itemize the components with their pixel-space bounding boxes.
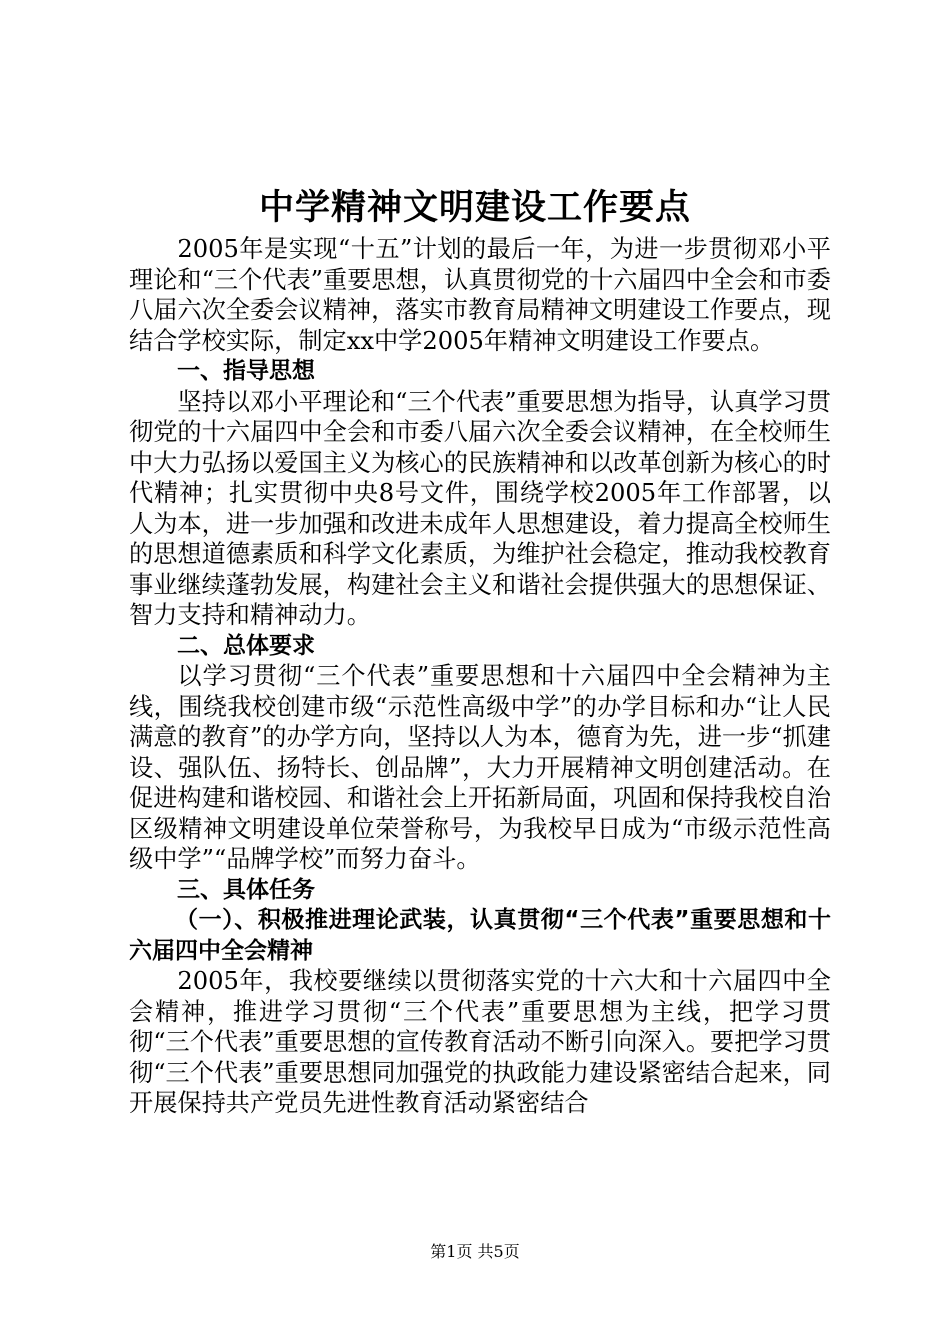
document-title: 中学精神文明建设工作要点 [258, 188, 691, 228]
section-heading-overall-requirements: 二、总体要求 [177, 632, 315, 659]
section-heading-specific-tasks: 三、具体任务 [177, 876, 315, 903]
section-body-guiding-thought: 坚持以邓小平理论和“三个代表”重要思想为指导，认真学习贯彻党的十六届四中全会和市委八届六次全委会议精神，在全校师生中大力弘扬以爱国主义为核心的民族精神和以改革创新为核心的时代精神；扎实贯彻中央8号文件，围绕学校2005年工作部署，以人为本，进一步加强和改进未成年人思想建设，着力提高全校师生的思想道德素质和科学文化素质，为维护社会稳定，推动我校教育事业继续蓬勃发展，构建社会主义和谐社会提供强大的思想保证、智力支持和精神动力。 [129, 387, 831, 629]
page-number-footer: 第1页 共5页 [430, 1242, 520, 1261]
subsection-body-theory: 2005年，我校要继续以贯彻落实党的十六大和十六届四中全会精神，推进学习贯彻“三个代表”重要思想为主线，把学习贯彻“三个代表”重要思想的宣传教育活动不断引向深入。要把学习贯彻“三个代表”重要思想同加强党的执政能力建设紧密结合起来，同开展保持共产党员先进性教育活动紧密结合 [129, 967, 831, 1117]
document-body [129, 234, 831, 1119]
section-heading-guiding-thought: 一、指导思想 [177, 358, 315, 384]
subsection-heading-theory: （一）、积极推进理论武装，认真贯彻“三个代表”重要思想和十六届四中全会精神 [129, 907, 831, 964]
intro-paragraph: 2005年是实现“十五”计划的最后一年，为进一步贯彻邓小平理论和“三个代表”重要思想，认真贯彻党的十六届四中全会和市委八届六次全委会议精神，落实市教育局精神文明建设工作要点，现结合学校实际，制定xx中学2005年精神文明建设工作要点。 [129, 235, 831, 355]
section-body-overall-requirements: 以学习贯彻“三个代表”重要思想和十六届四中全会精神为主线，围绕我校创建市级“示范性高级中学”的办学目标和办“让人民满意的教育”的办学方向，坚持以人为本，德育为先，进一步“抓建设、强队伍、扬特长、创品牌”，大力开展精神文明创建活动。在促进构建和谐校园、和谐社会上开拓新局面，巩固和保持我校自治区级精神文明建设单位荣誉称号，为我校早日成为“市级示范性高级中学”“品牌学校”而努力奋斗。 [129, 662, 831, 873]
